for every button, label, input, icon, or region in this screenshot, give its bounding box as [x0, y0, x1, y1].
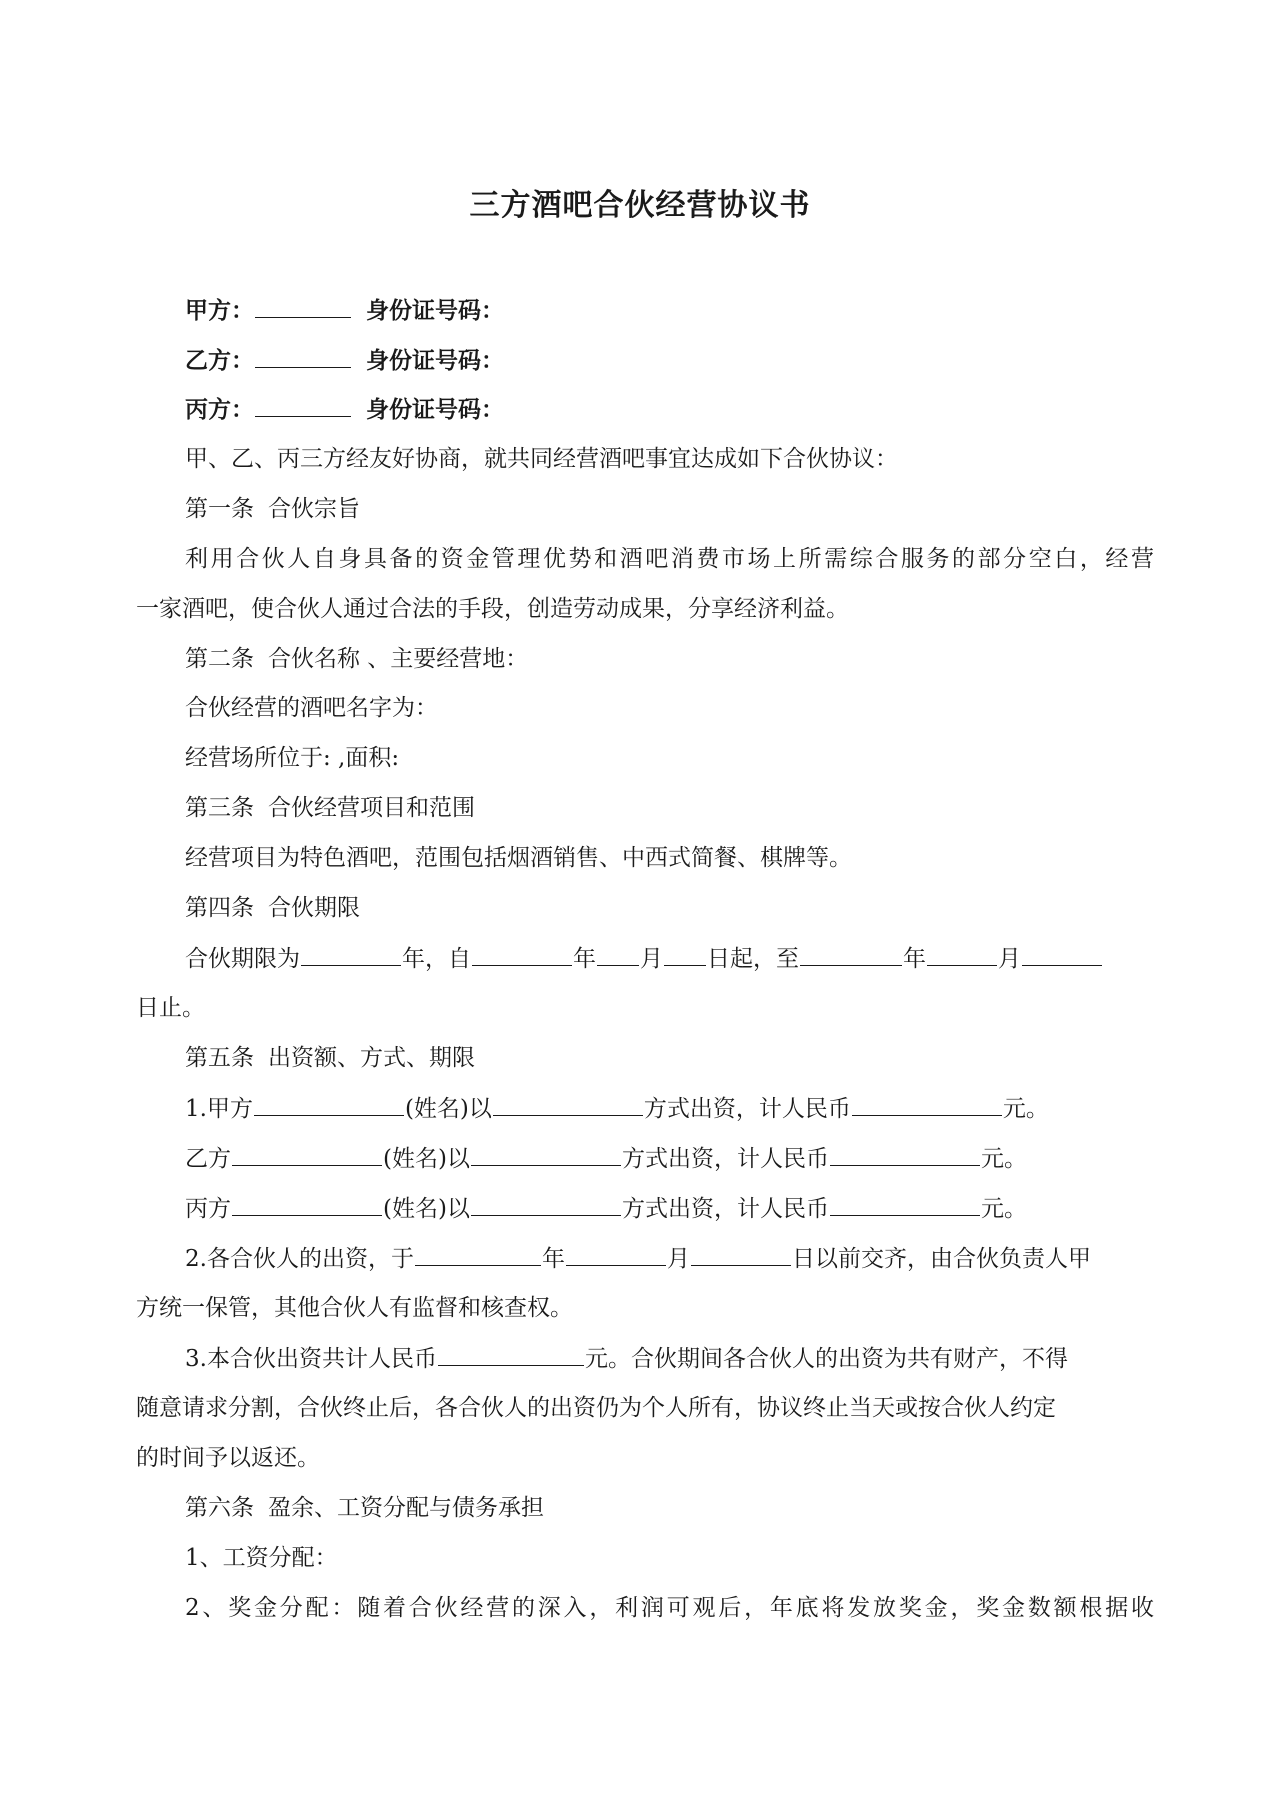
party-b-name-blank — [255, 345, 351, 368]
document-title: 三方酒吧合伙经营协议书 — [469, 188, 811, 223]
article-5-party-b-contribution: 乙方 (姓名)以 方式出资，计人民币 元。 — [185, 1143, 1154, 1174]
article-5-total-line-1: 3.本合伙出资共计人民币 元。合伙期间各合伙人的出资为共有财产，不得 — [185, 1343, 1154, 1374]
party-a-name-blank — [255, 295, 351, 318]
article-5-party-c-contribution: 丙方 (姓名)以 方式出资，计人民币 元。 — [185, 1193, 1154, 1224]
article-6-heading: 第六条 盈余、工资分配与债务承担 — [185, 1495, 544, 1521]
party-a-label: 甲方： — [185, 298, 254, 324]
article-5-custody: 方统一保管，其他合伙人有监督和核查权。 — [136, 1295, 573, 1321]
intro-paragraph: 甲、乙、丙三方经友好协商，就共同经营酒吧事宜达成如下合伙协议： — [185, 446, 898, 472]
party-b-id-label: 身份证号码： — [366, 348, 504, 374]
article-6-item-1: 1、工资分配： — [185, 1545, 338, 1571]
article-5-payment-deadline: 2.各合伙人的出资，于 年 月 日以前交齐，由合伙负责人甲 — [185, 1243, 1154, 1274]
article-2-heading: 第二条 合伙名称 、主要经营地： — [185, 646, 529, 672]
article-2-location: 经营场所位于: ,面积: — [185, 745, 400, 771]
article-4-term-line: 合伙期限为 年，自 年 月 日起，至 年 月 — [185, 943, 1154, 974]
party-a-id-label: 身份证号码： — [366, 298, 504, 324]
article-4-term-end: 日止。 — [136, 995, 205, 1021]
article-1-body-line-1: 利用合伙人自身具备的资金管理优势和酒吧消费市场上所需综合服务的部分空白，经营 — [185, 546, 1154, 572]
party-c-line — [185, 394, 1154, 425]
article-2-bar-name: 合伙经营的酒吧名字为： — [185, 695, 438, 721]
party-a-line — [185, 295, 1154, 326]
party-b-label: 乙方： — [185, 348, 254, 374]
party-b-line — [185, 345, 1154, 376]
article-5-heading: 第五条 出资额、方式、期限 — [185, 1045, 475, 1071]
article-5-party-a-contribution: 1.甲方 (姓名)以 方式出资，计人民币 元。 — [185, 1093, 1154, 1124]
article-5-total-line-2: 随意请求分割，合伙终止后，各合伙人的出资仍为个人所有，协议终止当天或按合伙人约定 — [136, 1395, 1056, 1421]
article-3-body: 经营项目为特色酒吧，范围包括烟酒销售、中西式简餐、棋牌等。 — [185, 845, 852, 871]
party-c-label: 丙方： — [185, 397, 254, 423]
article-1-body-line-2: 一家酒吧，使合伙人通过合法的手段，创造劳动成果，分享经济利益。 — [136, 596, 849, 622]
party-c-name-blank — [255, 394, 351, 417]
article-6-item-2: 2、奖金分配：随着合伙经营的深入，利润可观后，年底将发放奖金，奖金数额根据收 — [185, 1595, 1154, 1621]
article-5-total-line-3: 的时间予以返还。 — [136, 1445, 320, 1471]
article-4-heading: 第四条 合伙期限 — [185, 895, 360, 921]
article-3-heading: 第三条 合伙经营项目和范围 — [185, 795, 475, 821]
party-c-id-label: 身份证号码： — [366, 397, 504, 423]
article-1-heading: 第一条 合伙宗旨 — [185, 496, 360, 522]
